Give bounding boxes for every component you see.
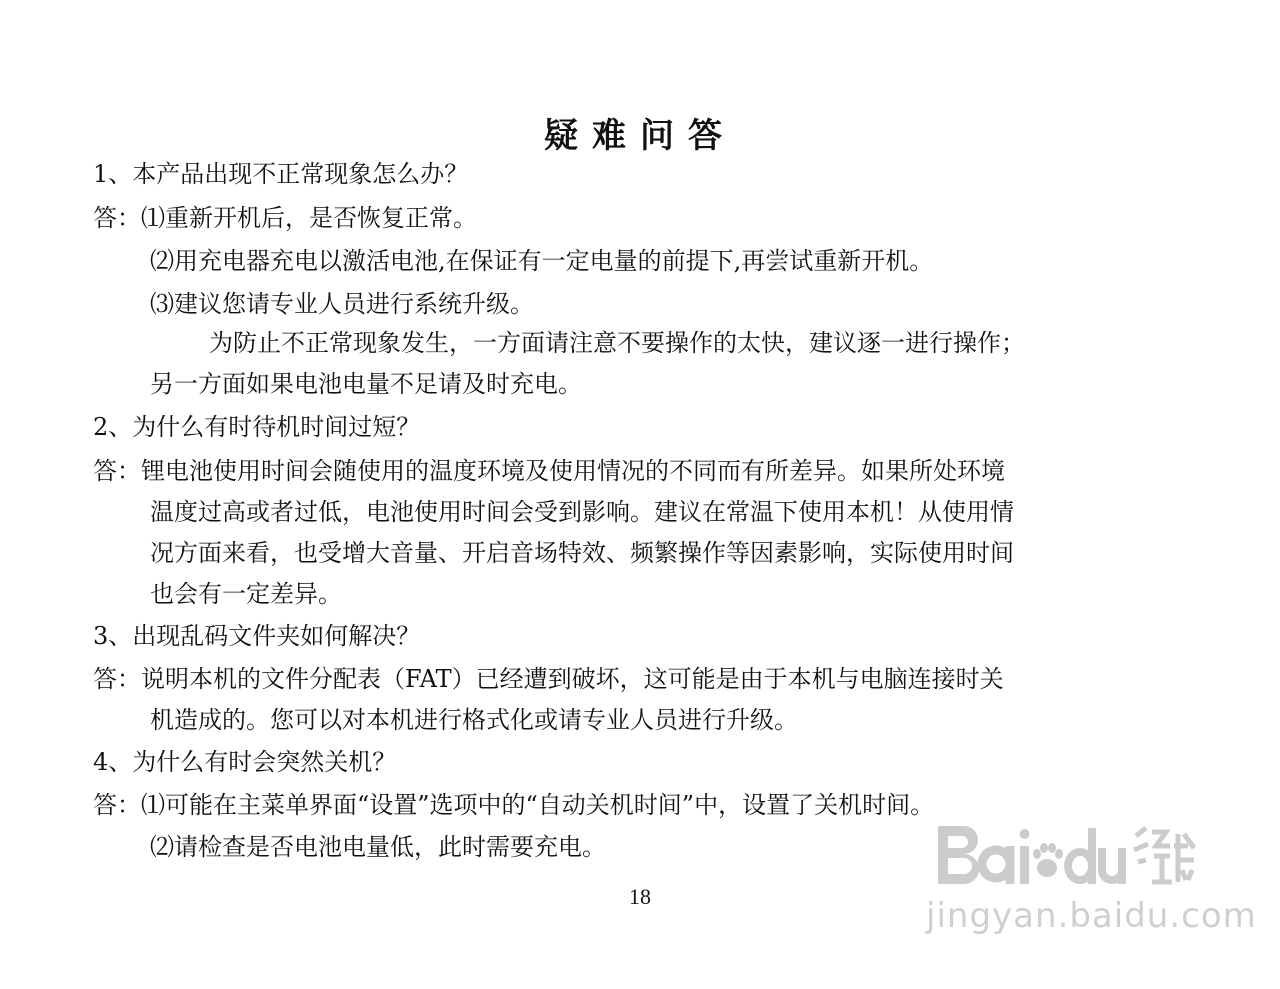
answer-2-line-2: 温度过高或者过低，电池使用时间会受到影响。建议在常温下使用本机！从使用情: [150, 498, 1014, 526]
answer-2-line-3: 况方面来看，也受增大音量、开启音场特效、频繁操作等因素影响，实际使用时间: [150, 539, 1014, 567]
answer-3-line-1: 答：说明本机的文件分配表（FAT）已经遭到破坏，这可能是由于本机与电脑连接时关: [93, 665, 1004, 693]
page-number: 18: [629, 884, 651, 909]
answer-1-item-2: ⑵用充电器充电以激活电池,在保证有一定电量的前提下,再尝试重新开机。: [150, 247, 934, 275]
answer-3-line-2: 机造成的。您可以对本机进行格式化或请专业人员进行升级。: [150, 706, 798, 734]
question-4: 4、为什么有时会突然关机？: [93, 748, 397, 776]
baidu-watermark: [926, 808, 1257, 948]
answer-4-item-2: ⑵请检查是否电池电量低，此时需要充电。: [150, 833, 606, 861]
question-2: 2、为什么有时待机时间过短？: [93, 413, 421, 441]
watermark-url: jingyan.baidu.com: [926, 896, 1257, 936]
answer-4-item-1: 答：⑴可能在主菜单界面“设置”选项中的“自动关机时间”中，设置了关机时间。: [93, 791, 935, 819]
answer-2-line-4: 也会有一定差异。: [150, 580, 342, 608]
answer-1-item-3: ⑶建议您请专业人员进行系统升级。: [150, 290, 534, 318]
baidu-jingyan-logo: [934, 816, 1196, 896]
answer-1-note-line-2: 另一方面如果电池电量不足请及时充电。: [150, 370, 582, 398]
answer-1-item-1: 答：⑴重新开机后，是否恢复正常。: [93, 204, 477, 232]
question-3: 3、出现乱码文件夹如何解决？: [93, 622, 421, 650]
question-1: 1、本产品出现不正常现象怎么办？: [93, 160, 469, 188]
answer-2-line-1: 答：锂电池使用时间会随使用的温度环境及使用情况的不同而有所差异。如果所处环境: [93, 457, 1005, 485]
answer-1-note-line-1: 为防止不正常现象发生，一方面请注意不要操作的太快，建议逐一进行操作；: [209, 329, 1025, 357]
page-title: 疑难问答: [544, 116, 736, 156]
